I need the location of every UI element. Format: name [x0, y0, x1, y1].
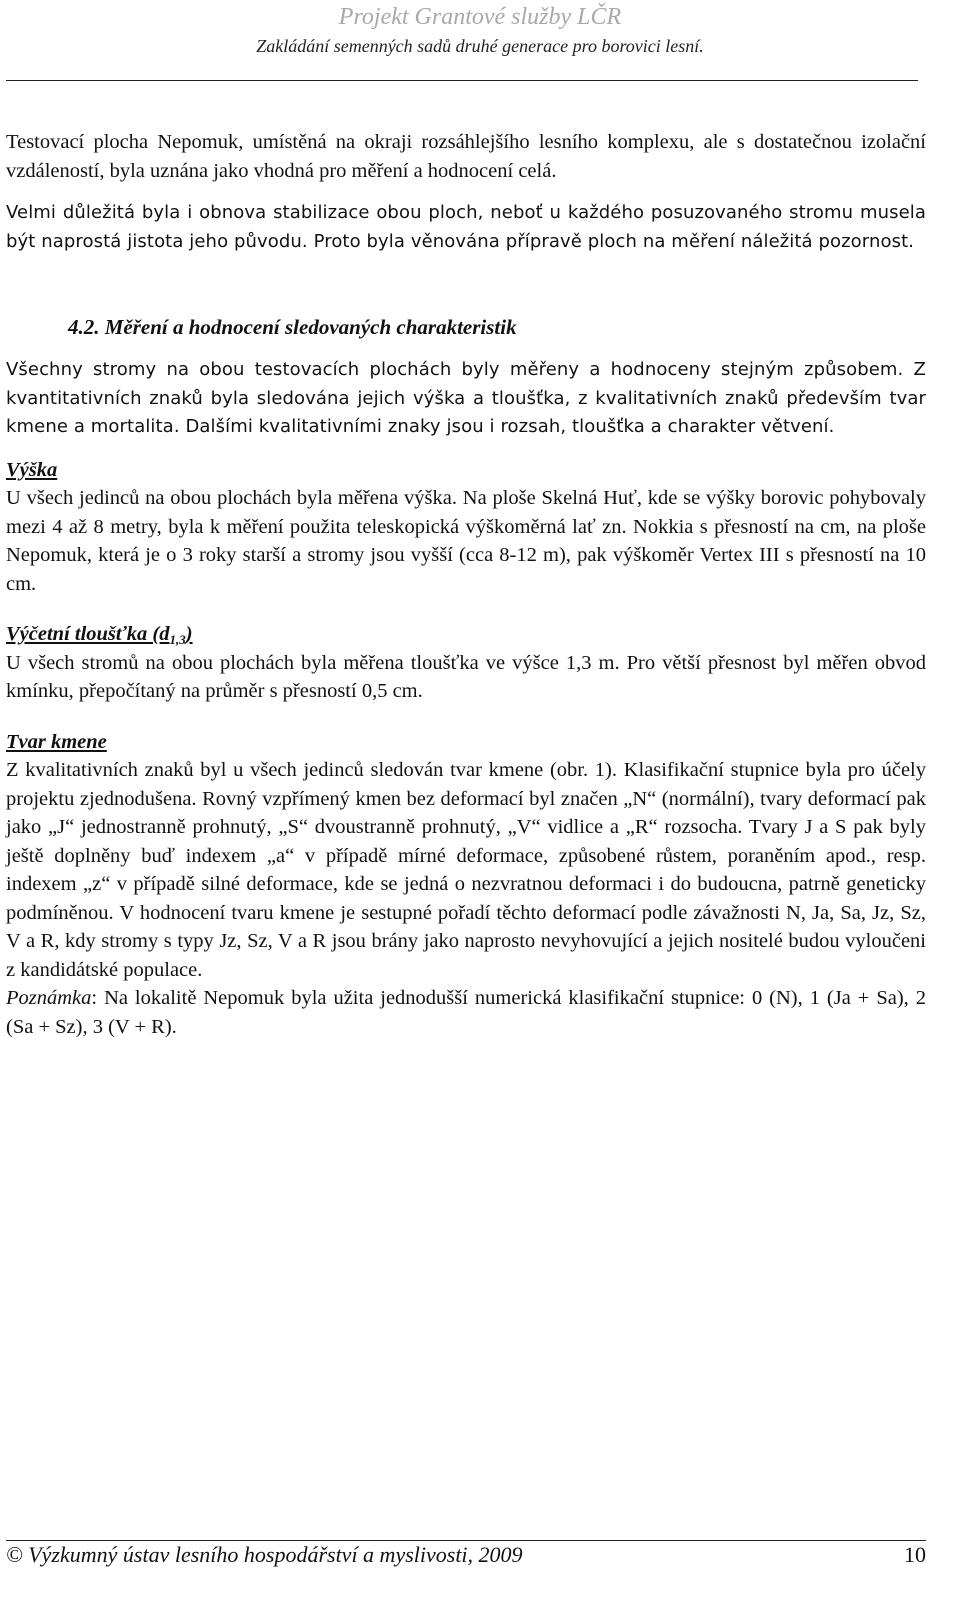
header-divider [6, 80, 918, 81]
footer-copyright: © Výzkumný ústav lesního hospodářství a myslivosti, 2009 [6, 1542, 523, 1567]
note-label: Poznámka [6, 987, 92, 1009]
document-body [6, 128, 926, 1041]
paragraph-poznamka [6, 984, 926, 1041]
heading-vyska: Výška [6, 458, 58, 481]
paragraph-stabilizace: Velmi důležitá byla i obnova stabilizace obou ploch, neboť u každého posuzovaného stromu musela být naprostá jistota jeho původu. Proto byla věnována přípravě ploch na měření náležitá pozornost. [6, 202, 926, 252]
paragraph-tvar-kmene: Z kvalitativních znaků byl u všech jedinců sledován tvar kmene (obr. 1). Klasifikační stupnice byla pro účely projektu zjednodušena. Rovný vzpřímený kmen bez deformací byl značen „N“ (normální), tvary deformací pak jako „J“ jednostranně prohnutý, „S“ dvoustranně prohnutý, „V“ vidlice a „R“ rozsocha. Tvary J a S pak byly ještě doplněny buď indexem „a“ v případě mírné deformace, způsobené růstem, poraněním apod., resp. indexem „z“ v případě silné deformace, kde se jedná o nezvratnou deformaci i do budoucna, patrně geneticky podmíněnou. V hodnocení tvaru kmene je sestupné pořadí těchto deformací podle závažnosti N, Ja, Sa, Jz, Sz, V a R, kdy stromy s typy Jz, Sz, V a R jsou brány jako naprosto nevyhovující a jejich nositelé budou vyloučeni z kandidátské populace. [6, 759, 926, 981]
heading-tloustka: Výčetní tloušťka $(d_{1,3})$ [6, 623, 193, 647]
heading-tvar-kmene: Tvar kmene [6, 730, 107, 753]
footer [6, 1542, 926, 1568]
paragraph-tloustka: U všech stromů na obou plochách byla měřena tloušťka ve výšce 1,3 m. Pro větší přesnost byl měřen obvod kmínku, přepočítaný na průměr s přesností 0,5 cm. [6, 651, 926, 702]
paragraph-vyska: U všech jedinců na obou plochách byla měřena výška. Na ploše Skelná Huť, kde se výšky borovic pohybovaly mezi 4 až 8 metry, byla k měření použita teleskopická výškoměrná lať zn. Nokkia s přesností na cm, na ploše Nepomuk, která je o 3 roky starší a stromy jsou vyšší (cca 8-12 m), pak výškoměr Vertex III s přesností na 10 cm. [6, 487, 926, 595]
section-number: 4.2. [68, 315, 100, 339]
paragraph-testovaci-plocha: Testovací plocha Nepomuk, umístěná na okraji rozsáhlejšího lesního komplexu, ale s dostatečnou izolační vzdáleností, byla uznána jako vhodná pro měření a hodnocení celá. [6, 131, 926, 182]
section-title: Měření a hodnocení sledovaných charakteristik [104, 315, 517, 339]
page-number: 10 [904, 1542, 926, 1567]
header-subtitle: Zakládání semenných sadů druhé generace pro borovici lesní. [256, 36, 704, 56]
paragraph-section-intro: Všechny stromy na obou testovacích plochách byly měřeny a hodnoceny stejným způsobem. Z kvantitativních znaků byla sledována jejich výška a tloušťka, z kvalitativních znaků především tvar kmene a mortalita. Dalšími kvalitativními znaky jsou i rozsah, tloušťka a charakter větvení. [6, 359, 926, 437]
header-project-title: Projekt Grantové služby LČR [338, 4, 622, 30]
note-text: : Na lokalitě Nepomuk byla užita jednodušší numerická klasifikační stupnice: 0 (N), 1 (Ja + Sa), 2 (Sa + Sz), 3 (V + R). [6, 987, 926, 1038]
section-heading [68, 312, 926, 342]
footer-divider [6, 1540, 926, 1541]
